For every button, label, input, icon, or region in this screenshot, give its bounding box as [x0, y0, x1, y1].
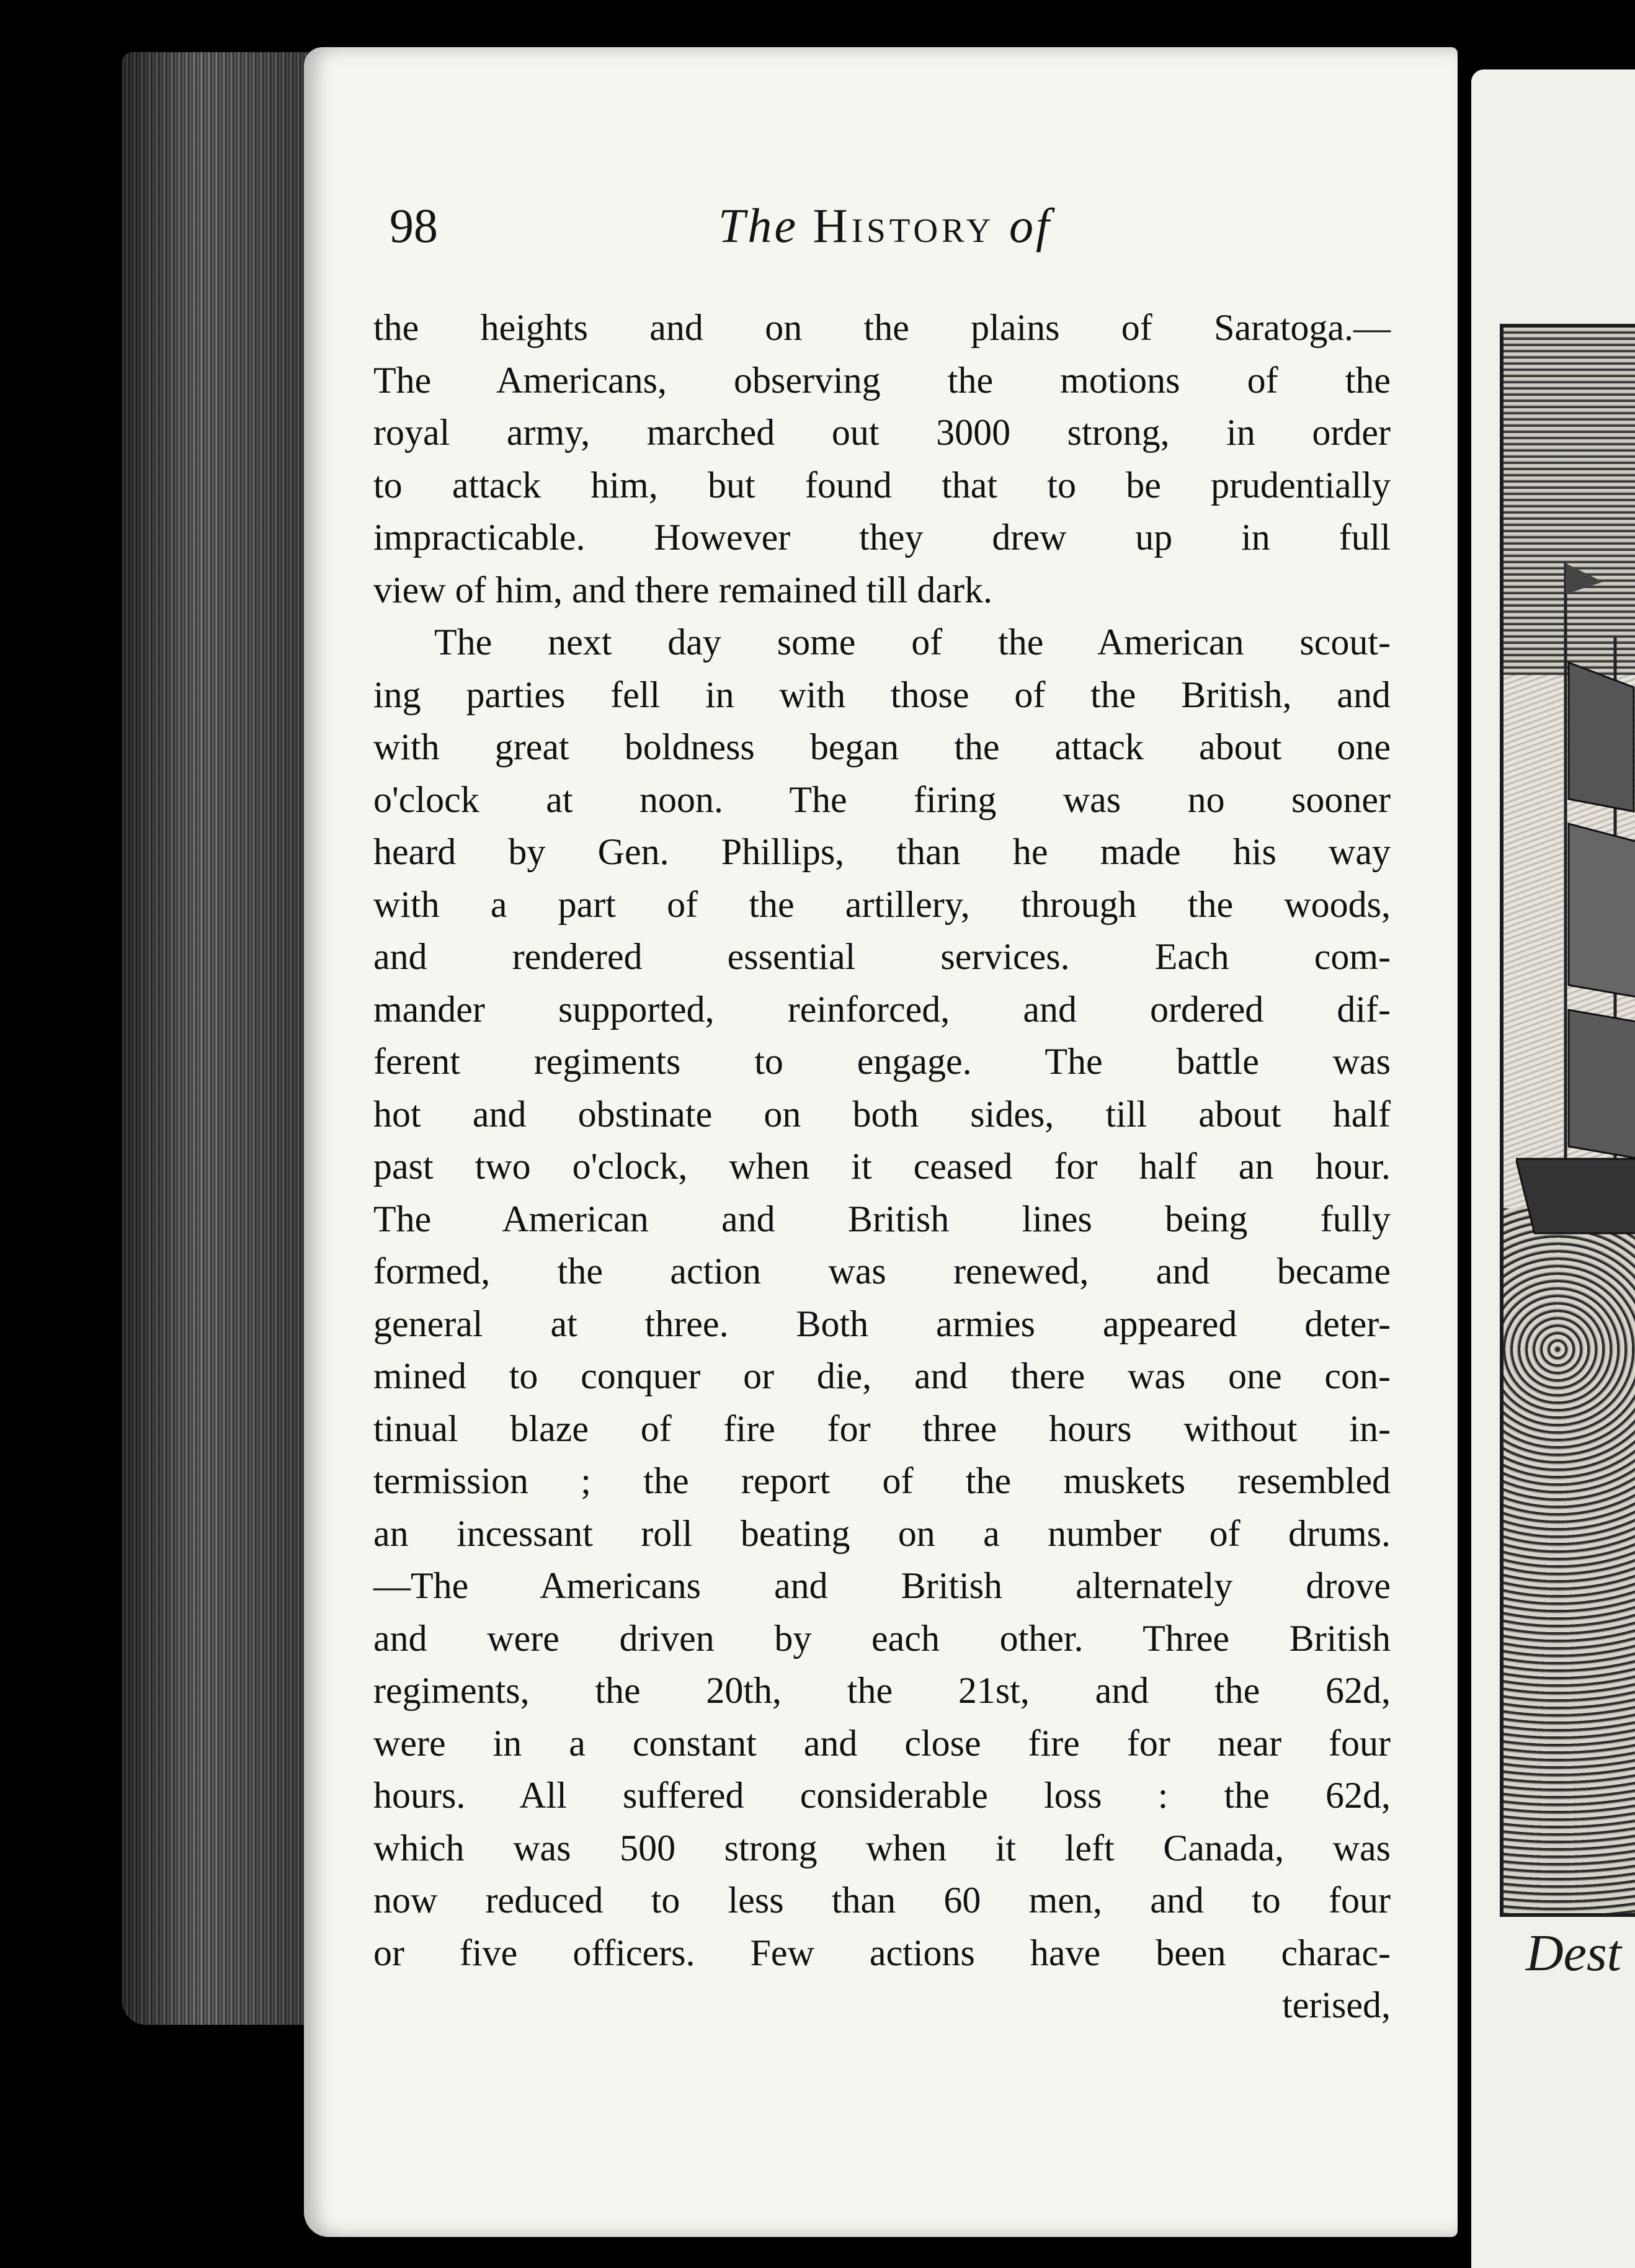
ship-illustration	[1516, 563, 1635, 1370]
text-line: ing parties fell in with those of the British, and	[373, 674, 1391, 715]
text-line: view of him, and there remained till dark.	[373, 569, 992, 610]
running-title-the: The	[718, 199, 798, 252]
text-line: —The Americans and British alternately drove	[373, 1565, 1391, 1606]
body-text	[373, 301, 1391, 2032]
text-line: The Americans, observing the motions of the	[373, 359, 1391, 401]
text-line: impracticable. However they drew up in full	[373, 517, 1391, 558]
text-line: an incessant roll beating on a number of drums.	[373, 1512, 1391, 1554]
text-line: royal army, marched out 3000 strong, in order	[373, 412, 1391, 453]
text-line: mander supported, reinforced, and ordered dif-	[373, 988, 1391, 1030]
text-line: and rendered essential services. Each com-	[373, 936, 1391, 977]
text-line: and were driven by each other. Three British	[373, 1617, 1391, 1659]
text-line: The American and British lines being fully	[373, 1198, 1391, 1239]
text-line: regiments, the 20th, the 21st, and the 62d,	[373, 1670, 1391, 1711]
running-head	[390, 189, 1407, 263]
text-line: general at three. Both armies appeared deter-	[373, 1303, 1391, 1344]
text-line: the heights and on the plains of Saratoga.—	[373, 307, 1391, 348]
text-line: with a part of the artillery, through the woods,	[373, 883, 1391, 925]
text-line: The next day some of the American scout-	[434, 622, 1391, 663]
text-line: past two o'clock, when it ceased for half an hour.	[373, 1146, 1391, 1187]
text-line: now reduced to less than 60 men, and to four	[373, 1880, 1391, 1921]
text-line: heard by Gen. Phillips, than he made his way	[373, 831, 1391, 872]
engraving-plate	[1500, 324, 1635, 1917]
text-line: which was 500 strong when it left Canada, was	[373, 1827, 1391, 1868]
book-page	[304, 47, 1458, 2237]
page-number: 98	[390, 199, 438, 252]
text-line: hot and obstinate on both sides, till about half	[373, 1093, 1391, 1135]
text-line: formed, the action was renewed, and became	[373, 1251, 1391, 1292]
catchword: terised,	[1282, 1984, 1391, 2025]
plate-caption: Dest	[1526, 1924, 1621, 1982]
text-line: mined to conquer or die, and there was one con-	[373, 1355, 1391, 1396]
text-line: o'clock at noon. The firing was no sooner	[373, 779, 1391, 820]
running-title-history: History	[813, 199, 995, 252]
text-line: were in a constant and close fire for near four	[373, 1722, 1391, 1764]
text-line: ferent regiments to engage. The battle was	[373, 1041, 1391, 1082]
text-line: hours. All suffered considerable loss : the 62d,	[373, 1775, 1391, 1816]
running-title-of: of	[1009, 199, 1052, 252]
text-line: or five officers. Few actions have been charac-	[373, 1932, 1391, 1973]
text-line: termission ; the report of the muskets resembled	[373, 1460, 1391, 1501]
text-line: tinual blaze of fire for three hours without in-	[373, 1408, 1391, 1449]
text-line: with great boldness began the attack about one	[373, 726, 1391, 767]
book-edge-shadow	[122, 52, 314, 2025]
text-line: to attack him, but found that to be prudentially	[373, 464, 1391, 506]
running-title	[718, 189, 1052, 263]
